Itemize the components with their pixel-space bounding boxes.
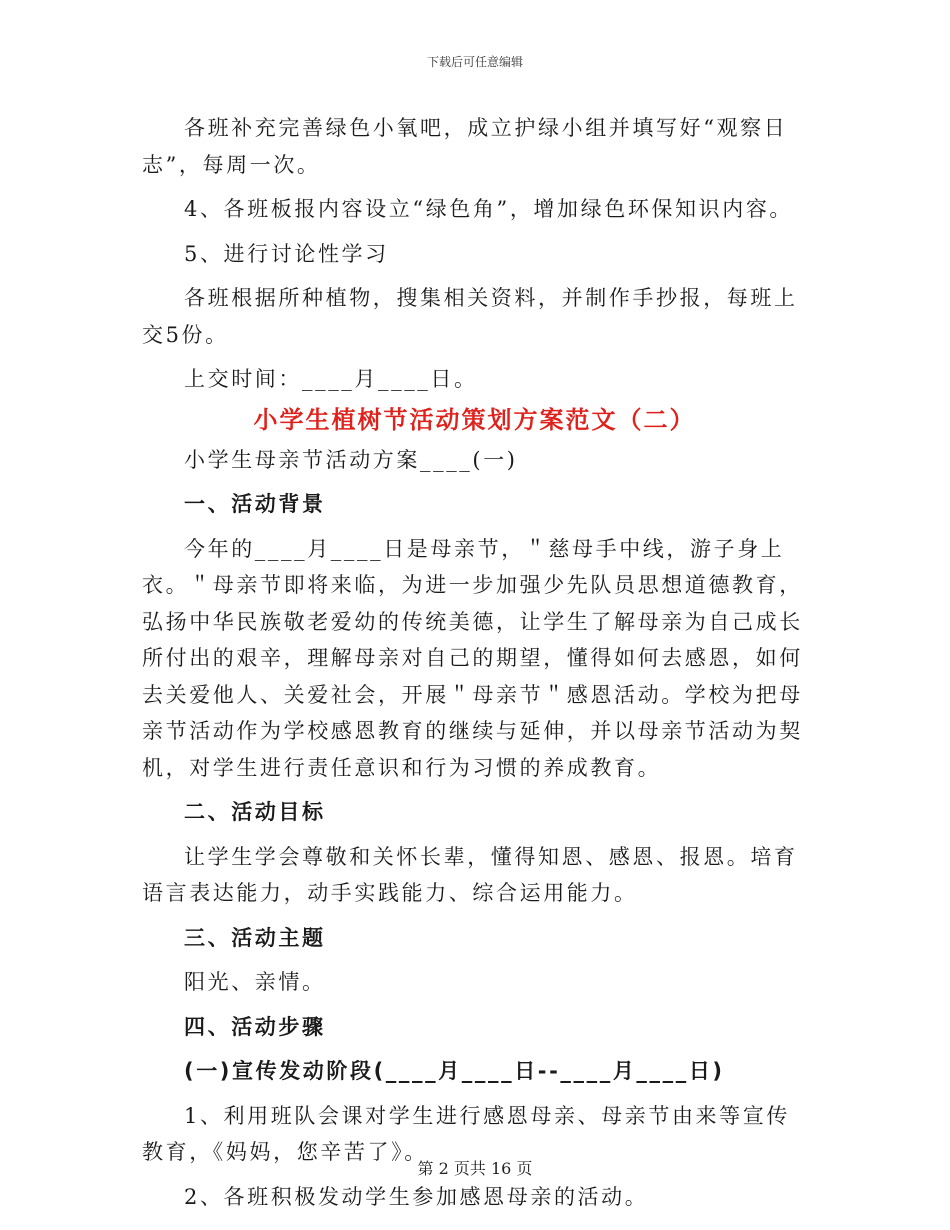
spacer bbox=[142, 228, 807, 236]
spacer bbox=[142, 478, 807, 486]
paragraph-handwritten-paper: 各班根据所种植物，搜集相关资料，并制作手抄报，每班上交5份。 bbox=[142, 286, 798, 347]
spacer bbox=[142, 1090, 807, 1098]
paragraph-participation: 2、各班积极发动学生参加感恩母亲的活动。 bbox=[184, 1184, 649, 1209]
spacer bbox=[142, 831, 807, 839]
section-title: 小学生植树节活动策划方案范文（二） bbox=[253, 405, 696, 434]
page-header: 下载后可任意编辑 bbox=[426, 55, 523, 69]
heading-goals: 二、活动目标 bbox=[184, 800, 326, 824]
spacer bbox=[142, 272, 807, 280]
paragraph-background: 今年的____月____日是母亲节，＂慈母手中线，游子身上衣。＂母亲节即将来临，为进一步加强少先队员思想道德教育，弘扬中华民族敬老爱幼的传统美德，让学生了解母亲为自己成长所付出的艰辛，理解母亲对自己的期望，懂得如何去感恩，如何去关爱他人、关爱社会，开展＂母亲节＂感恩活动。学校为把母亲节活动作为学校感恩教育的继续与延伸，并以母亲节活动为契机，对学生进行责任意识和行为习惯的养成教育。 bbox=[142, 536, 803, 780]
heading-publicity-phase: (一)宣传发动阶段(____月____日--____月____日) bbox=[184, 1059, 725, 1083]
paragraph-plan-subtitle: 小学生母亲节活动方案____(一) bbox=[184, 447, 518, 472]
paragraph-discussion-study: 5、进行讨论性学习 bbox=[184, 241, 389, 266]
spacer bbox=[142, 183, 807, 191]
paragraph-green-corner: 4、各班板报内容设立“绿色角”，增加绿色环保知识内容。 bbox=[184, 197, 794, 221]
heading-background: 一、活动背景 bbox=[184, 492, 326, 516]
paragraph-goals: 让学生学会尊敬和关怀长辈，懂得知恩、感恩、报恩。培育语言表达能力，动手实践能力、综合运用能力。 bbox=[142, 844, 798, 905]
page-footer: 第 2 页共 16 页 bbox=[417, 1159, 533, 1178]
paragraph-class-meeting: 1、利用班队会课对学生进行感恩母亲、母亲节由来等宣传教育，《妈妈，您辛苦了》。 bbox=[142, 1103, 790, 1164]
paragraph-submission-time: 上交时间：____月____日。 bbox=[184, 367, 478, 391]
spacer bbox=[142, 523, 807, 531]
spacer bbox=[142, 956, 807, 964]
paragraph-green-oxygen-bar: 各班补充完善绿色小氧吧，成立护绿小组并填写好“观察日志”，每周一次。 bbox=[142, 116, 788, 177]
heading-steps: 四、活动步骤 bbox=[184, 1014, 326, 1039]
spacer bbox=[142, 353, 807, 361]
heading-theme: 三、活动主题 bbox=[184, 925, 326, 950]
spacer bbox=[142, 1001, 807, 1009]
spacer bbox=[142, 912, 807, 920]
spacer bbox=[142, 786, 807, 794]
paragraph-theme: 阳光、亲情。 bbox=[184, 970, 326, 994]
spacer bbox=[142, 1045, 807, 1053]
document-body bbox=[142, 110, 807, 1215]
